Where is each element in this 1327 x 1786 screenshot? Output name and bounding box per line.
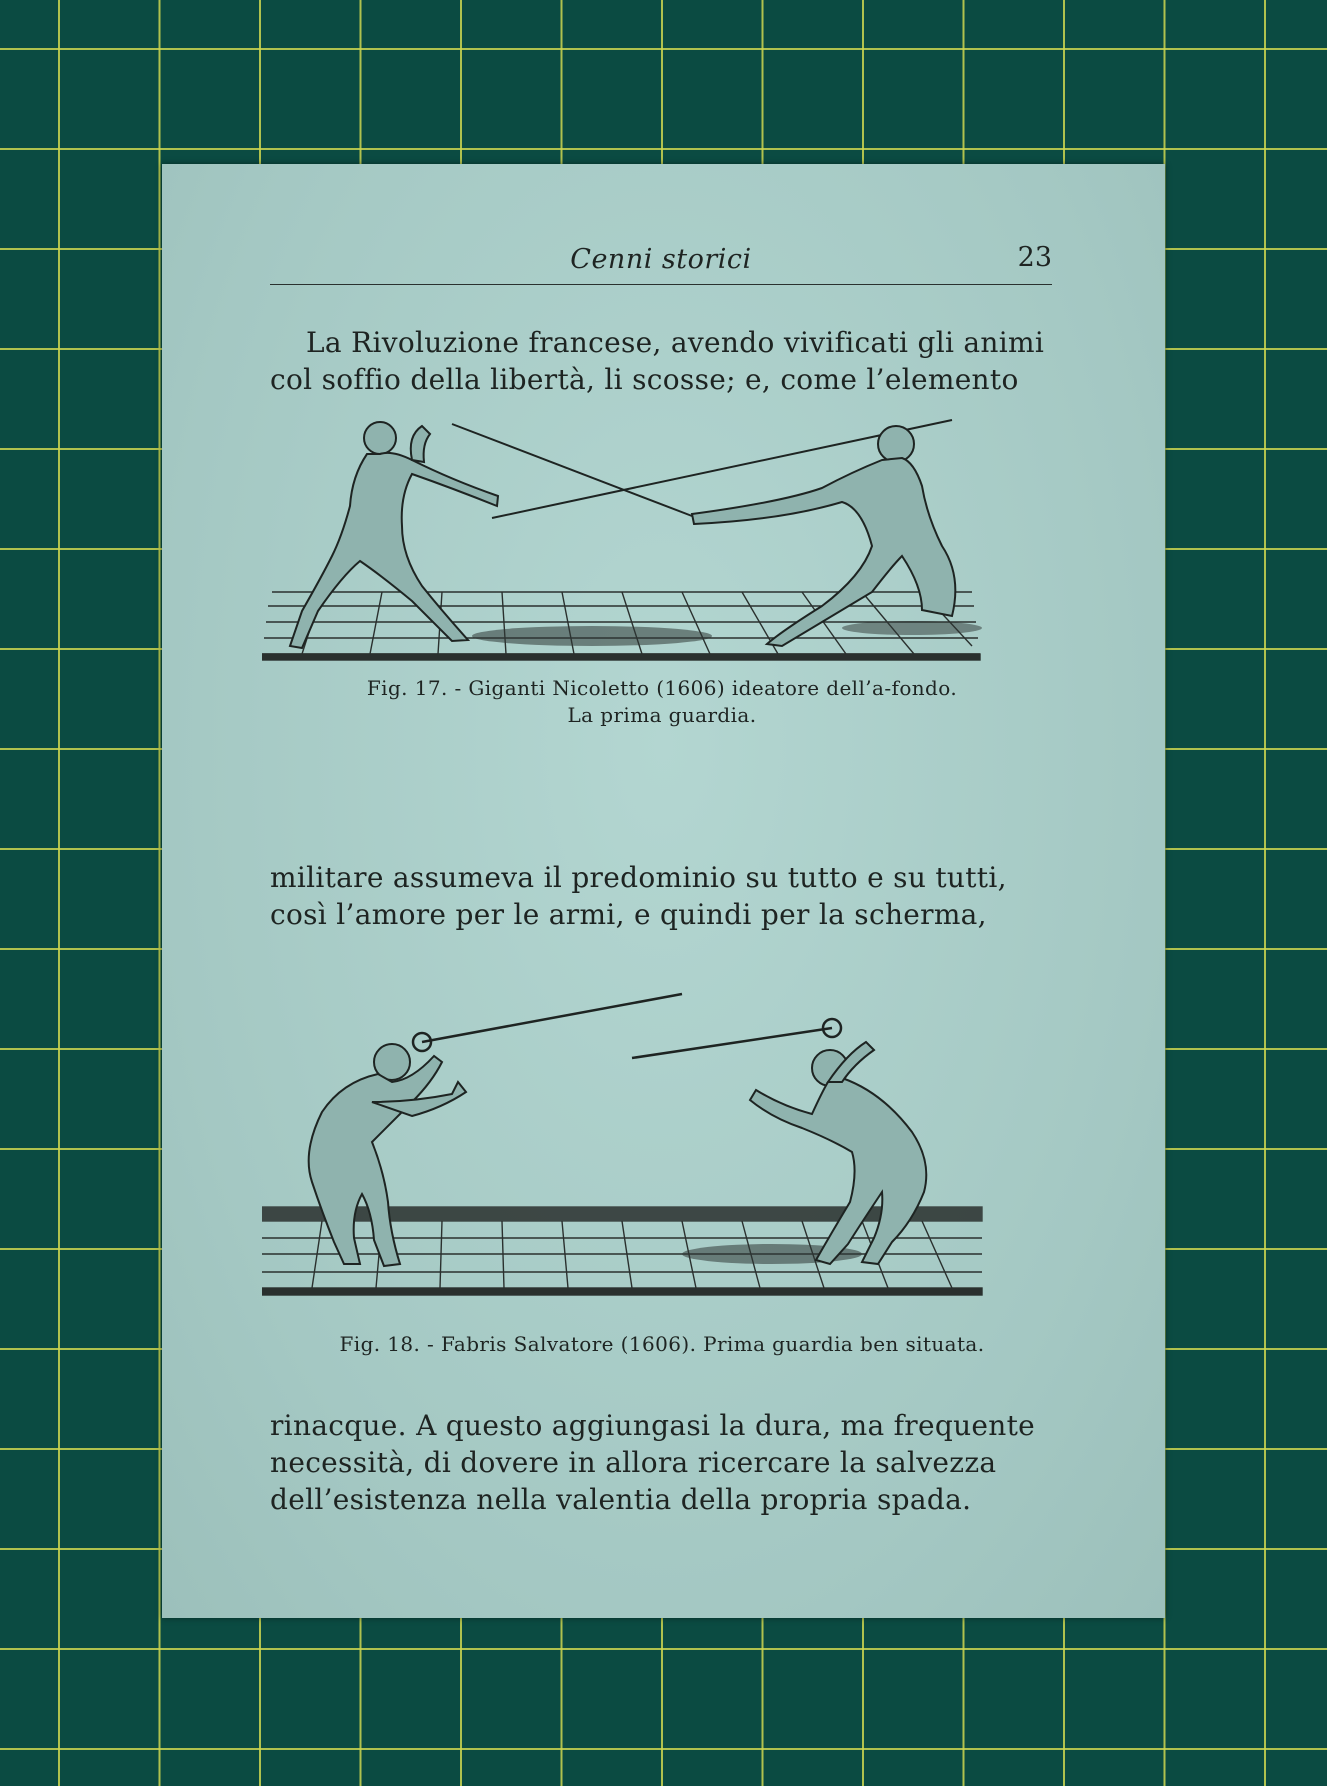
paragraph-3 [270,1407,1052,1518]
floor-shadow [472,626,712,646]
running-head [270,240,1052,285]
caption-line: Fig. 17. - Giganti Nicoletto (1606) ideatore dell’a-fondo. [366,676,958,700]
sword-left [413,994,682,1051]
paragraph-line: così l’amore per le armi, e quindi per la scherma, [270,898,987,931]
paragraph-2 [270,859,1052,933]
paragraph-line: necessità, di dovere in allora ricercare la salvezza [270,1446,997,1479]
figure-17-caption [242,675,1082,729]
figure-17-illustration [262,396,1052,666]
right-fencer [692,426,955,646]
page-number: 23 [1017,242,1052,273]
paragraph-line: rinacque. A questo aggiungasi la dura, ma frequente [270,1409,1036,1442]
paragraph-line: militare assumeva il predominio su tutto e su tutti, [270,861,1007,894]
caption-line: La prima guardia. [567,703,757,727]
paragraph-line: col soffio della libertà, li scosse; e, come l’elemento [270,363,1019,396]
left-fencer [290,422,498,648]
caption-line: Fig. 18. - Fabris Salvatore (1606). Prima guardia ben situata. [339,1332,985,1356]
paragraph-1 [270,324,1052,398]
paragraph-line: La Rivoluzione francese, avendo vivificati gli animi [306,326,1045,359]
figure-18-illustration [262,982,1072,1466]
sword-right [632,1019,841,1058]
floor-shadow [842,621,982,635]
left-fencer [309,1044,466,1266]
running-head-title: Cenni storici [570,244,752,275]
right-fencer [750,1042,926,1264]
figure-18-caption [242,1331,1082,1358]
book-page [162,164,1165,1618]
paragraph-line: dell’esistenza nella valentia della propria spada. [270,1483,972,1516]
